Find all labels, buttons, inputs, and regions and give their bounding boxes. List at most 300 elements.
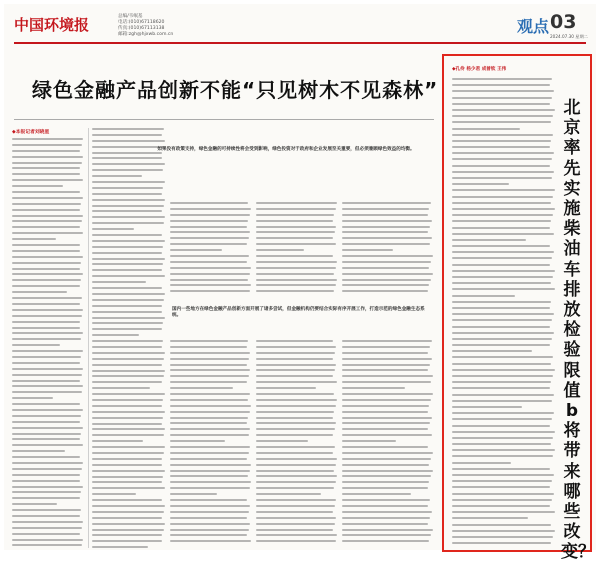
text-line <box>92 505 165 507</box>
text-line <box>452 449 555 451</box>
text-line <box>452 332 554 334</box>
text-line <box>92 370 165 372</box>
text-line <box>452 536 553 538</box>
text-line <box>12 474 80 476</box>
text-line <box>452 103 550 105</box>
text-line <box>256 523 335 525</box>
text-line <box>452 319 552 321</box>
text-line <box>452 505 550 507</box>
text-line <box>256 202 337 204</box>
text-line <box>12 162 82 164</box>
text-line <box>452 233 554 235</box>
text-line <box>256 226 336 228</box>
issue-date: 2024.07.30 星期二 <box>550 34 588 39</box>
text-line <box>452 109 555 111</box>
text-line <box>170 417 248 419</box>
text-line <box>256 220 333 222</box>
mid-pull-quote <box>172 304 430 334</box>
text-line <box>452 418 552 420</box>
text-line <box>256 493 321 495</box>
text-line <box>256 364 336 366</box>
text-line <box>92 258 165 260</box>
text-line <box>342 470 433 472</box>
text-line <box>92 493 136 495</box>
text-line <box>12 338 81 340</box>
text-line <box>170 452 249 454</box>
text-line <box>342 517 430 519</box>
text-line <box>452 301 551 303</box>
text-line <box>92 470 165 472</box>
text-line <box>342 440 396 442</box>
text-line <box>12 321 80 323</box>
text-line <box>256 284 336 286</box>
text-line <box>12 350 83 352</box>
text-line <box>12 444 83 446</box>
text-line <box>342 290 428 292</box>
text-line <box>170 422 247 424</box>
text-line <box>452 128 520 130</box>
section-label: 观点 <box>517 17 550 36</box>
text-line <box>12 191 80 193</box>
text-line <box>170 493 217 495</box>
text-line <box>342 511 432 513</box>
text-line <box>256 340 333 342</box>
text-line <box>170 358 249 360</box>
text-line <box>342 261 431 263</box>
text-line <box>452 295 515 297</box>
text-line <box>342 358 432 360</box>
text-line <box>92 199 165 201</box>
text-line <box>256 470 334 472</box>
text-line <box>92 458 162 460</box>
text-line <box>12 262 81 264</box>
text-line <box>342 481 429 483</box>
mid-quote-text: 国内一些地方在绿色金融产品创新方面开展了诸多尝试，但金融机构仍要结合实际有序开展工作，打造示范的绿色金融生态系统。 <box>172 307 425 318</box>
text-line <box>452 257 552 259</box>
text-line <box>170 540 251 542</box>
text-line <box>452 443 551 445</box>
text-line <box>342 411 428 413</box>
text-line <box>342 226 430 228</box>
text-line <box>452 152 554 154</box>
text-line <box>12 150 80 152</box>
column-text <box>342 202 434 292</box>
text-line <box>170 226 247 228</box>
text-line <box>452 165 550 167</box>
text-line <box>342 458 431 460</box>
text-line <box>452 524 551 526</box>
text-line <box>452 326 550 328</box>
text-line <box>452 412 554 414</box>
text-line <box>12 521 83 523</box>
text-line <box>170 393 250 395</box>
text-line <box>256 458 337 460</box>
text-line <box>170 470 250 472</box>
text-line <box>170 267 251 269</box>
text-line <box>342 487 428 489</box>
text-line <box>256 352 335 354</box>
column-text <box>452 78 556 544</box>
text-line <box>452 90 554 92</box>
text-line <box>170 352 250 354</box>
text-line <box>256 369 335 371</box>
text-line <box>342 529 433 531</box>
text-line <box>170 202 248 204</box>
text-line <box>12 362 80 364</box>
text-line <box>92 399 163 401</box>
text-line <box>452 245 550 247</box>
text-line <box>170 284 251 286</box>
text-line <box>92 364 162 366</box>
text-line <box>12 415 81 417</box>
text-line <box>452 394 554 396</box>
text-line <box>12 403 80 405</box>
text-line <box>452 462 511 464</box>
text-line <box>92 423 162 425</box>
text-line <box>452 381 551 383</box>
text-line <box>170 279 248 281</box>
text-line <box>12 209 80 211</box>
text-line <box>92 299 164 301</box>
text-line <box>12 509 81 511</box>
text-line <box>256 446 335 448</box>
text-line <box>92 246 163 248</box>
text-line <box>452 425 550 427</box>
text-line <box>92 210 162 212</box>
text-line <box>92 352 165 354</box>
article-column-3-bottom <box>170 340 252 548</box>
text-line <box>92 517 162 519</box>
text-line <box>452 437 553 439</box>
text-line <box>342 364 430 366</box>
text-line <box>170 273 250 275</box>
text-line <box>92 287 162 289</box>
text-line <box>12 273 83 275</box>
text-line <box>92 346 162 348</box>
featured-byline: ◆孔伶 杨少君 成普钦 王伟 <box>452 67 507 72</box>
text-line <box>342 405 429 407</box>
text-line <box>12 256 83 258</box>
text-line <box>452 530 555 532</box>
text-line <box>92 476 163 478</box>
text-line <box>342 534 431 536</box>
text-line <box>12 533 80 535</box>
text-line <box>452 400 552 402</box>
text-line <box>452 227 550 229</box>
text-line <box>452 84 550 86</box>
text-line <box>452 313 554 315</box>
text-line <box>170 381 247 383</box>
text-line <box>256 440 308 442</box>
text-line <box>92 446 165 448</box>
text-line <box>256 249 304 251</box>
text-line <box>92 481 162 483</box>
text-line <box>12 268 80 270</box>
text-line <box>92 511 164 513</box>
text-line <box>12 391 82 393</box>
text-line <box>342 249 393 251</box>
text-line <box>342 340 432 342</box>
column-text <box>256 202 338 292</box>
text-line <box>256 393 334 395</box>
text-line <box>12 427 83 429</box>
text-line <box>92 140 165 142</box>
text-line <box>92 134 162 136</box>
text-line <box>452 344 550 346</box>
text-line <box>452 480 552 482</box>
text-line <box>170 428 250 430</box>
text-line <box>92 263 163 265</box>
text-line <box>452 220 551 222</box>
text-line <box>256 475 337 477</box>
text-line <box>92 434 164 436</box>
text-line <box>256 405 336 407</box>
text-line <box>452 486 550 488</box>
column-text <box>256 340 338 542</box>
text-line <box>12 515 80 517</box>
text-line <box>256 255 333 257</box>
text-line <box>342 267 429 269</box>
text-line <box>12 226 80 228</box>
text-line <box>256 487 334 489</box>
text-line <box>342 243 430 245</box>
text-line <box>92 452 164 454</box>
text-line <box>92 269 162 271</box>
text-line <box>92 411 165 413</box>
text-line <box>342 381 431 383</box>
text-line <box>92 440 143 442</box>
text-line <box>170 511 249 513</box>
text-line <box>452 338 552 340</box>
text-line <box>92 540 162 542</box>
text-line <box>170 434 249 436</box>
text-line <box>452 375 553 377</box>
text-line <box>12 486 83 488</box>
text-line <box>256 417 333 419</box>
text-line <box>170 237 249 239</box>
text-line <box>12 238 56 240</box>
text-line <box>452 369 555 371</box>
text-line <box>12 327 80 329</box>
text-line <box>92 216 165 218</box>
text-line <box>92 317 165 319</box>
text-line <box>170 505 250 507</box>
text-line <box>170 499 247 501</box>
text-line <box>12 368 83 370</box>
text-line <box>342 505 428 507</box>
text-line <box>452 214 553 216</box>
text-line <box>256 481 336 483</box>
text-line <box>342 273 433 275</box>
text-line <box>452 208 555 210</box>
text-line <box>452 363 551 365</box>
text-line <box>12 374 82 376</box>
text-line <box>452 350 532 352</box>
main-headline: 绿色金融产品创新不能“只见树木不见森林” <box>32 78 439 102</box>
pull-quote-text: 如果没有政策支持，绿色金融的可持续性将会受到影响，绿色投资对于政府和企业发展至关重要，但必须兼顾绿色效益的均衡。 <box>157 147 415 152</box>
text-line <box>256 381 337 383</box>
text-line <box>452 499 552 501</box>
text-line <box>256 399 337 401</box>
contact-line: 邮箱:zgh@hjxwb.com.cn <box>118 32 174 37</box>
text-line <box>12 197 83 199</box>
text-line <box>170 290 250 292</box>
text-line <box>256 517 336 519</box>
text-line <box>170 375 249 377</box>
column-text <box>12 138 84 546</box>
text-line <box>92 464 162 466</box>
text-line <box>12 503 57 505</box>
text-line <box>452 276 553 278</box>
text-line <box>342 284 429 286</box>
text-line <box>256 346 336 348</box>
text-line <box>342 434 432 436</box>
text-line <box>12 303 80 305</box>
column-text <box>170 202 252 292</box>
text-line <box>92 529 164 531</box>
featured-article-box <box>442 54 595 563</box>
headline-rule <box>14 119 434 120</box>
contact-line: 传真:(010)67113138 <box>118 26 165 31</box>
text-line <box>170 446 250 448</box>
text-line <box>256 529 333 531</box>
text-line <box>92 175 142 177</box>
text-line <box>342 475 431 477</box>
text-line <box>452 282 551 284</box>
text-line <box>12 409 83 411</box>
text-line <box>256 422 336 424</box>
text-line <box>12 167 80 169</box>
text-line <box>256 208 336 210</box>
text-line <box>92 322 163 324</box>
text-line <box>452 97 552 99</box>
text-line <box>12 297 82 299</box>
text-line <box>452 406 522 408</box>
text-line <box>342 220 432 222</box>
text-line <box>452 121 551 123</box>
text-line <box>342 422 430 424</box>
column-text <box>170 340 252 542</box>
text-line <box>12 144 82 146</box>
text-line <box>92 340 163 342</box>
text-line <box>452 115 553 117</box>
text-line <box>92 523 165 525</box>
text-line <box>342 208 429 210</box>
text-line <box>452 511 555 513</box>
text-line <box>452 517 528 519</box>
text-line <box>452 455 553 457</box>
text-line <box>12 462 83 464</box>
text-line <box>342 428 428 430</box>
text-line <box>452 468 550 470</box>
text-line <box>452 140 551 142</box>
text-line <box>256 428 335 430</box>
text-line <box>342 540 429 542</box>
text-line <box>12 156 83 158</box>
text-line <box>452 177 552 179</box>
text-line <box>170 458 247 460</box>
text-line <box>92 405 162 407</box>
featured-text <box>452 78 556 548</box>
text-line <box>170 487 250 489</box>
text-line <box>92 387 150 389</box>
text-line <box>170 261 247 263</box>
text-line <box>92 358 164 360</box>
text-line <box>170 529 249 531</box>
article-column-3-top <box>170 202 252 298</box>
text-line <box>256 511 333 513</box>
text-line <box>256 237 333 239</box>
text-line <box>256 267 336 269</box>
text-line <box>342 375 433 377</box>
text-line <box>12 397 53 399</box>
text-line <box>452 189 555 191</box>
text-line <box>12 450 65 452</box>
column-divider <box>88 128 89 548</box>
text-line <box>256 214 334 216</box>
contact-line: 总编/韦岷基 <box>118 14 143 19</box>
text-line <box>452 158 552 160</box>
text-line <box>256 540 336 542</box>
text-line <box>170 231 250 233</box>
text-line <box>256 273 334 275</box>
text-line <box>452 270 555 272</box>
text-line <box>92 428 165 430</box>
newspaper-logo: 中国环境报 <box>14 16 90 34</box>
text-line <box>92 534 162 536</box>
text-line <box>92 252 162 254</box>
article-column-5-top <box>342 202 434 298</box>
text-line <box>452 387 550 389</box>
text-line <box>170 534 247 536</box>
text-line <box>92 417 163 419</box>
text-line <box>170 387 233 389</box>
text-line <box>170 411 250 413</box>
text-line <box>12 309 83 311</box>
article-column-5-bottom <box>342 340 434 548</box>
text-line <box>170 364 247 366</box>
text-line <box>342 452 433 454</box>
text-line <box>12 291 67 293</box>
text-line <box>12 356 81 358</box>
text-line <box>452 474 554 476</box>
text-line <box>92 334 139 336</box>
text-line <box>342 279 431 281</box>
text-line <box>92 128 164 130</box>
text-line <box>342 417 432 419</box>
text-line <box>12 421 80 423</box>
text-line <box>12 527 82 529</box>
text-line <box>452 264 550 266</box>
text-line <box>12 244 80 246</box>
text-line <box>342 387 405 389</box>
text-line <box>452 239 526 241</box>
text-line <box>12 215 83 217</box>
text-line <box>452 251 554 253</box>
text-line <box>92 305 162 307</box>
text-line <box>92 381 162 383</box>
page-number: 03 <box>550 11 577 33</box>
text-line <box>452 183 509 185</box>
text-line <box>342 464 429 466</box>
text-line <box>170 523 250 525</box>
text-line <box>12 179 83 181</box>
text-line <box>452 146 550 148</box>
text-line <box>342 523 428 525</box>
text-line <box>92 281 146 283</box>
text-line <box>342 352 428 354</box>
text-line <box>12 185 63 187</box>
